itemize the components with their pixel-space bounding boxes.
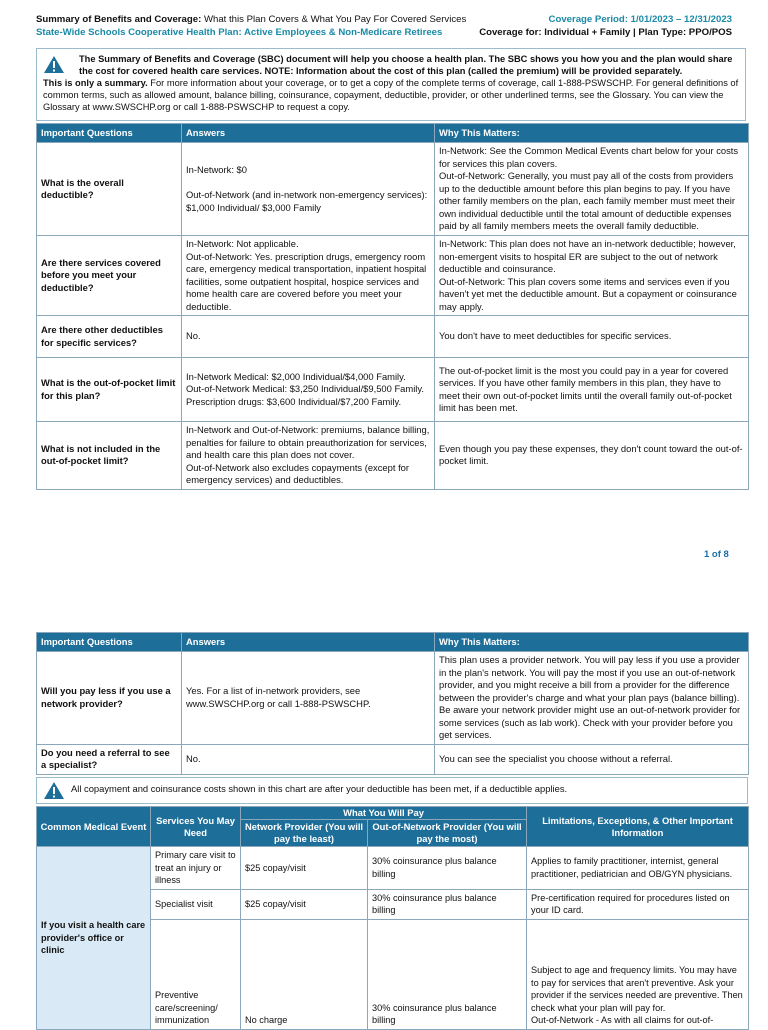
table-header-row (37, 633, 749, 652)
table-row (37, 143, 749, 236)
table-row (37, 358, 749, 422)
out-network-cost-cell: 30% coinsurance plus balance billing (368, 889, 527, 919)
col-header: Answers (182, 633, 435, 652)
network-cost-cell: No charge (241, 919, 368, 1029)
intro-lead: The Summary of Benefits and Coverage (SBC) document will help you choose a health plan. The SBC shows you how you and the plan would share the cost for covered health care services. NOTE: Information about the cost of this plan (called the premium) will be provided separately. (79, 54, 733, 76)
document-header (36, 13, 732, 39)
important-questions-table-2 (36, 632, 749, 775)
service-cell: Specialist visit (151, 889, 241, 919)
warning-icon (43, 781, 65, 800)
table-row (37, 236, 749, 316)
question-cell: Are there other deductibles for specific services? (37, 316, 182, 358)
network-cost-cell: $25 copay/visit (241, 847, 368, 890)
why-cell: You can see the specialist you choose without a referral. (435, 744, 749, 774)
limits-cell: Subject to age and frequency limits. You may have to pay for services that aren't preventive. Ask your provider if the services needed are preventive. Then check what your plan will pay for. Out-of-Network - As with all claims for out-of- (527, 919, 749, 1029)
table-header-row (37, 124, 749, 143)
note-text: All copayment and coinsurance costs shown in this chart are after your deductible has been met, if a deductible applies. (71, 783, 568, 794)
intro-box (36, 48, 746, 121)
answer-cell: In-Network Medical: $2,000 Individual/$4,000 Family. Out-of-Network Medical: $3,250 Individual/$9,500 Family. Prescription drugs: $3,600 Individual/$7,200 Family. (182, 358, 435, 422)
warning-icon (43, 55, 65, 74)
why-cell: The out-of-pocket limit is the most you could pay in a year for covered services. If you have other family members in this plan, they have to meet their own out-of-pocket limits until the overall family out-of-pocket limit has been met. (435, 358, 749, 422)
col-header: Important Questions (37, 633, 182, 652)
table-row (37, 316, 749, 358)
coverage-for: Coverage for: Individual + Family | Plan Type: PPO/POS (479, 27, 732, 38)
plan-name: State-Wide Schools Cooperative Health Plan: Active Employees & Non-Medicare Retirees (36, 27, 443, 38)
col-header-out-network: Out-of-Network Provider (You will pay the most) (368, 820, 527, 847)
why-cell: In-Network: This plan does not have an in-network deductible; however, non-emergent visits to hospital ER are subject to the out of network deductible and coinsurance. Out-of-Network: This plan covers some items and services even if you haven't yet met the deductible amount. But a copayment or coinsurance may apply. (435, 236, 749, 316)
answer-cell: In-Network: $0 Out-of-Network (and in-network non-emergency services): $1,000 Individual/ $3,000 Family (182, 143, 435, 236)
col-header-services: Services You May Need (151, 807, 241, 847)
why-cell: You don't have to meet deductibles for specific services. (435, 316, 749, 358)
why-cell: Even though you pay these expenses, they don't count toward the out-of-pocket limit. (435, 422, 749, 490)
page-number: 1 of 8 (704, 549, 729, 560)
col-header-what-you-pay: What You Will Pay (241, 807, 527, 820)
service-cell: Preventive care/screening/ immunization (151, 919, 241, 1029)
question-cell: Do you need a referral to see a specialist? (37, 744, 182, 774)
network-cost-cell: $25 copay/visit (241, 889, 368, 919)
question-cell: What is the overall deductible? (37, 143, 182, 236)
cost-note (36, 777, 748, 804)
limits-cell: Applies to family practitioner, internist, general practitioner, pediatrician and OB/GYN physicians. (527, 847, 749, 890)
event-cell: If you visit a health care provider's office or clinic (37, 847, 151, 1030)
answer-cell: No. (182, 744, 435, 774)
question-cell: Are there services covered before you meet your deductible? (37, 236, 182, 316)
medical-events-table (36, 806, 749, 1030)
answer-cell: In-Network and Out-of-Network: premiums, balance billing, penalties for failure to obtain preauthorization for services, and health care this plan does not cover. Out-of-Network also excludes copayments (except for emergency services) and deductibles. (182, 422, 435, 490)
question-cell: What is not included in the out-of-pocket limit? (37, 422, 182, 490)
col-header: Answers (182, 124, 435, 143)
col-header: Why This Matters: (435, 633, 749, 652)
col-header-network: Network Provider (You will pay the least) (241, 820, 368, 847)
why-cell: This plan uses a provider network. You will pay less if you use a provider in the plan's network. You will pay the most if you use an out-of-network provider, and you might receive a bill from a provider for the difference between the provider's charge and what your plan pays (balance billing). Be aware your network provider might use an out-of-network provider for some services (such as lab work). Check with your provider before you get services. (435, 652, 749, 745)
table-header-row (37, 807, 749, 820)
important-questions-table (36, 123, 749, 490)
col-header: Important Questions (37, 124, 182, 143)
table-row (37, 744, 749, 774)
table-row (37, 652, 749, 745)
coverage-period: Coverage Period: 1/01/2023 – 12/31/2023 (548, 14, 732, 25)
summary-title: Summary of Benefits and Coverage: What this Plan Covers & What You Pay For Covered Services (36, 14, 467, 25)
table-row (37, 847, 749, 890)
question-cell: What is the out-of-pocket limit for this plan? (37, 358, 182, 422)
table-row (37, 422, 749, 490)
answer-cell: In-Network: Not applicable. Out-of-Network: Yes. prescription drugs, emergency room care, emergency medical transportation, inpatient hospital facilities, some outpatient hospital, hospice services and home health care are covered before you meet your deductible. (182, 236, 435, 316)
service-cell: Primary care visit to treat an injury or illness (151, 847, 241, 890)
col-header: Why This Matters: (435, 124, 749, 143)
col-header-limits: Limitations, Exceptions, & Other Important Information (527, 807, 749, 847)
out-network-cost-cell: 30% coinsurance plus balance billing (368, 919, 527, 1029)
limits-cell: Pre-certification required for procedures listed on your ID card. (527, 889, 749, 919)
out-network-cost-cell: 30% coinsurance plus balance billing (368, 847, 527, 890)
question-cell: Will you pay less if you use a network provider? (37, 652, 182, 745)
answer-cell: Yes. For a list of in-network providers, see www.SWSCHP.org or call 1-888-PSWSCHP. (182, 652, 435, 745)
answer-cell: No. (182, 316, 435, 358)
col-header-event: Common Medical Event (37, 807, 151, 847)
why-cell: In-Network: See the Common Medical Events chart below for your costs for services this plan covers. Out-of-Network: Generally, you must pay all of the costs from providers up to the deductible amount before this plan begins to pay. If you have other family members on the plan, each family member must meet their own individual deductible until the total amount of deductible expenses paid by all family members meets the overall family deductible. (435, 143, 749, 236)
intro-body: This is only a summary. For more information about your coverage, or to get a copy of the complete terms of coverage, call 1-888-PSWSCHP. For general definitions of common terms, such as allowed amount, balance billing, coinsurance, copayment, deductible, provider, or other underlined terms, see the Glossary. You can view the Glossary at www.SWSCHP.org or call 1-888-PSWSCHP to request a copy. (43, 78, 739, 112)
